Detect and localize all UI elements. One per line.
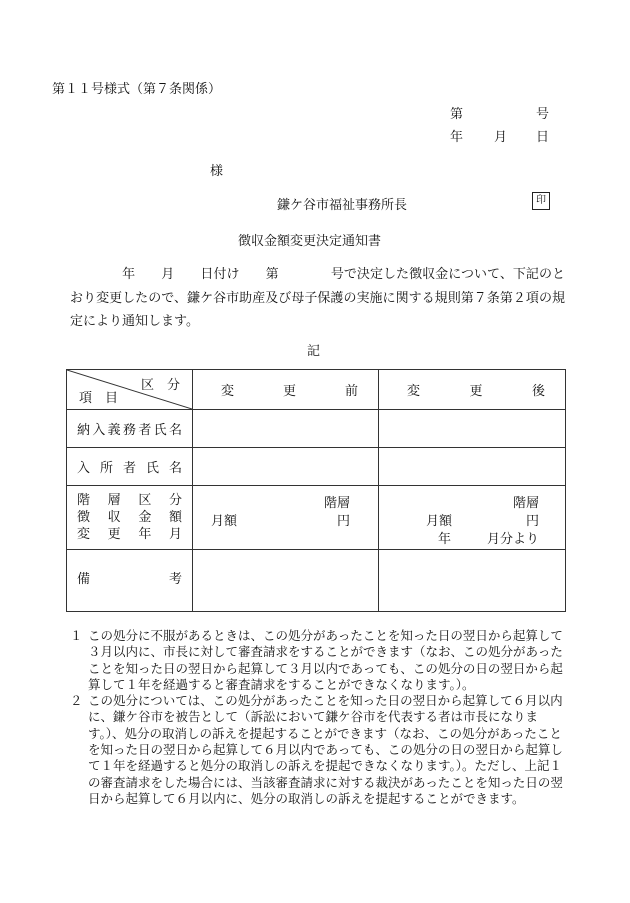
cell-payer-after (379, 410, 566, 448)
doc-number-label: 第 (450, 107, 464, 122)
ki-heading: 記 (307, 344, 321, 359)
header-koumoku: 項 目 (79, 391, 119, 406)
doc-number-suffix: 号 (536, 107, 550, 122)
sender-name: 鎌ケ谷市福祉事務所長 (277, 198, 408, 213)
note-number: １ (70, 628, 83, 643)
date-day: 日 (536, 130, 550, 145)
header-kubun: 区 分 (140, 378, 180, 393)
row-label-change: 階 層 区 分 徴 収 金 額 変 更 年 月 (67, 486, 193, 550)
note-text: この処分については、この処分があったことを知った日の翌日から起算して６月以内に、鎌ケ谷市を被告として（訴訟において鎌ケ谷市を代表する者は市長になります。）、処分の取消しの訴えを提起することができます（なお、この処分があったことを知った日の翌日から起算して６月以内であっても、この処分の日の翌日から起算して１年を経過すると処分の取消しの訴えを提起できなくなります。）。ただし、上記１の審査請求をした場合には、当該審査請求に対する裁決があったことを知った日の翌日から起算して６月以内に、処分の取消しの訴えを提起することができます。 (88, 693, 563, 806)
after-en: 円 (525, 513, 539, 529)
header-after: 変 更 後 (379, 370, 566, 410)
note-item (70, 628, 570, 693)
addressee: 様 (210, 164, 224, 179)
row-label-resident: 入 所 者 氏 名 (67, 448, 193, 486)
cell-payer-before (193, 410, 379, 448)
after-kaisou: 階層 (512, 495, 539, 511)
after-getsugaku: 月額 (426, 513, 453, 529)
header-before: 変 更 前 (193, 370, 379, 410)
before-kaisou: 階層 (323, 495, 350, 511)
cell-remarks-before (193, 550, 379, 612)
table-header-row (67, 370, 566, 410)
seal-mark: 印 (532, 192, 550, 210)
cell-change-after (379, 486, 566, 550)
table-row (67, 486, 566, 550)
cell-resident-before (193, 448, 379, 486)
table-row (67, 448, 566, 486)
cell-change-before (193, 486, 379, 550)
date-month: 月 (494, 130, 508, 145)
note-number: ２ (70, 693, 83, 709)
form-number: 第１１号様式（第７条関係） (52, 82, 222, 97)
row-label-remarks: 備 考 (67, 550, 193, 612)
before-getsugaku: 月額 (211, 513, 238, 529)
document-title: 徴収金額変更決定通知書 (238, 234, 382, 249)
cell-remarks-after (379, 550, 566, 612)
after-nen: 年 (438, 531, 452, 547)
change-table (66, 369, 566, 612)
body-paragraph: 年 月 日付け 第 号で決定した徴収金について、下記のとおり変更したので、鎌ケ谷市助産及び母子保護の実施に関する規則第７条第２項の規定により通知します。 (70, 267, 565, 329)
row-label-payer: 納 入 義 務 者 氏 名 (67, 410, 193, 448)
header-diagonal-cell (67, 370, 193, 410)
table-row (67, 550, 566, 612)
note-text: この処分に不服があるときは、この処分があったことを知った日の翌日から起算して３月以内に、市長に対して審査請求をすることができます（なお、この処分があったことを知った日の翌日から起算して３月以内であっても、この処分の日の翌日から起算して１年を経過すると審査請求をすることができなくなります。）。 (88, 628, 563, 692)
after-tsukibun: 月分より (486, 531, 539, 547)
table-row (67, 410, 566, 448)
notes-section (70, 628, 570, 807)
before-en: 円 (336, 513, 350, 529)
note-item (70, 693, 570, 807)
cell-resident-after (379, 448, 566, 486)
date-year: 年 (450, 130, 464, 145)
